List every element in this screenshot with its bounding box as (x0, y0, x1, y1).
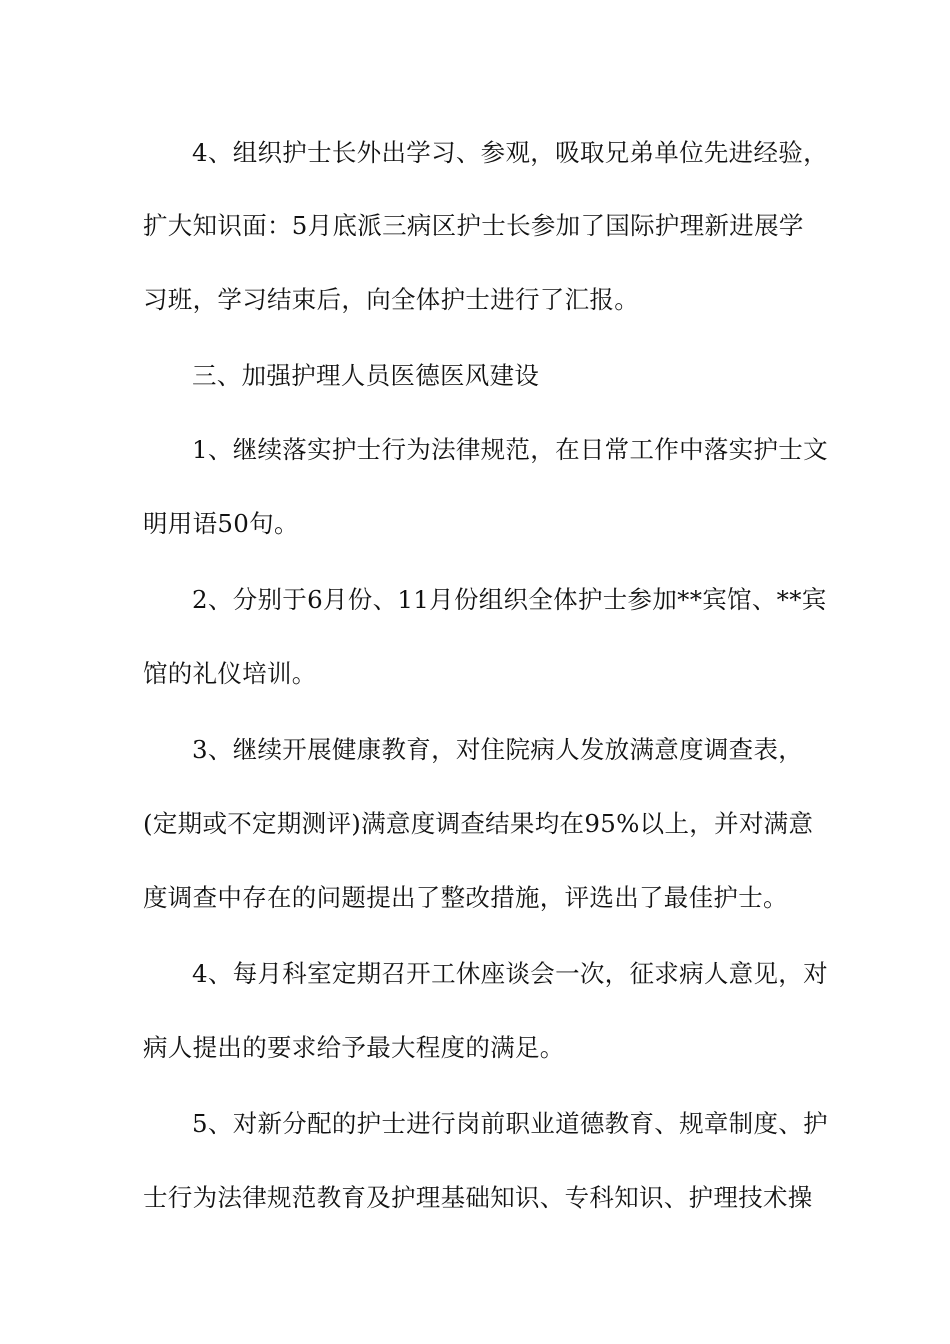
section-heading: 三、加强护理人员医德医风建设 (192, 361, 540, 390)
item-3-line-1: 3、继续开展健康教育，对住院病人发放满意度调查表， (192, 735, 804, 764)
item-2-line-2: 馆的礼仪培训。 (143, 659, 317, 688)
item-5-line-2: 士行为法律规范教育及护理基础知识、专科知识、护理技术操 (143, 1183, 813, 1212)
item-4-line-1: 4、每月科室定期召开工休座谈会一次，征求病人意见，对 (192, 959, 828, 988)
item-3-line-2: (定期或不定期测评)满意度调查结果均在95%以上，并对满意 (143, 809, 814, 838)
item-2-line-1: 2、分别于6月份、11月份组织全体护士参加**宾馆、**宾 (192, 585, 827, 614)
item-1-line-1: 1、继续落实护士行为法律规范，在日常工作中落实护士文 (192, 435, 828, 464)
item-4-line-2: 病人提出的要求给予最大程度的满足。 (143, 1033, 565, 1062)
paragraph-4-line-1: 4、组织护士长外出学习、参观，吸取兄弟单位先进经验， (192, 138, 828, 167)
paragraph-4-line-2: 扩大知识面：5月底派三病区护士长参加了国际护理新进展学 (143, 211, 804, 240)
paragraph-4-line-3: 习班，学习结束后，向全体护士进行了汇报。 (143, 285, 639, 314)
item-5-line-1: 5、对新分配的护士进行岗前职业道德教育、规章制度、护 (192, 1109, 828, 1138)
item-1-line-2: 明用语50句。 (143, 509, 299, 538)
item-3-line-3: 度调查中存在的问题提出了整改措施，评选出了最佳护士。 (143, 883, 788, 912)
